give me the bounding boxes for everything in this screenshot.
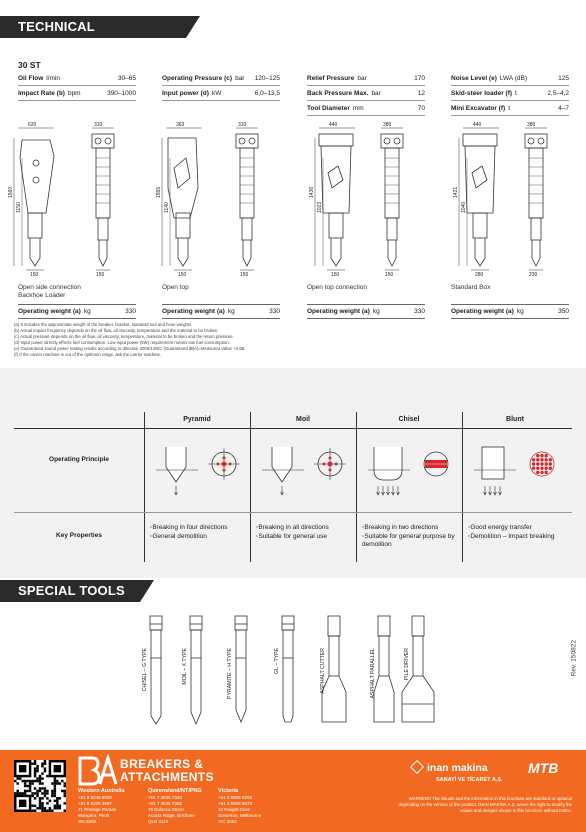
spec-label-text: Tool Diameter xyxy=(307,104,350,112)
dimension-label: 1555 xyxy=(156,186,162,198)
key-property-item: ◦ Breaking in all directions xyxy=(256,524,354,533)
key-properties xyxy=(150,524,248,541)
weight-unit: kg xyxy=(516,308,524,315)
spec-value: 2,5–4,2 xyxy=(547,89,569,97)
special-tool-name: PYRAMITE – H TYPE xyxy=(227,648,233,699)
dimension-label: 310 xyxy=(238,122,247,128)
spec-label xyxy=(162,75,244,82)
spec-label-text: Noise Level (e) xyxy=(451,74,497,82)
caption-line: Backhoe Loader xyxy=(18,292,66,299)
weight-label-text: Operating weight (a) xyxy=(162,308,225,315)
special-tool-name: ASPHALT PARALLEL xyxy=(370,648,376,699)
caption-line: Open top connection xyxy=(307,284,367,291)
office-line[interactable]: +61 7 3635 7355 xyxy=(148,801,182,806)
spec-unit: bar xyxy=(357,74,367,82)
revision-label: Rev. 150822 xyxy=(570,640,577,677)
office-line[interactable]: +61 8 9209 3687 xyxy=(78,801,112,806)
key-property-item: ◦ Breaking in four directions xyxy=(150,524,248,533)
row-separator xyxy=(14,512,572,513)
dimension-label: 380 xyxy=(383,122,392,128)
operating-weight-row xyxy=(18,304,136,319)
spec-row xyxy=(451,71,569,86)
table-header-line xyxy=(14,428,572,429)
caption-line: Open side connection xyxy=(18,284,81,291)
dimension-label: 150 xyxy=(385,272,394,278)
dimension-label: 1023 xyxy=(317,201,323,213)
spec-label-text: Skid-steer loader (f) xyxy=(451,89,513,97)
dimension-label: 440 xyxy=(329,122,338,128)
special-tool-drawing xyxy=(268,612,308,730)
office-line[interactable]: +61 8 9248 9800 xyxy=(78,795,112,800)
breaker-drawing xyxy=(301,118,419,276)
special-tool-drawing xyxy=(398,612,438,730)
dimension-label: 1140 xyxy=(164,202,170,213)
inan-makina-logo xyxy=(412,762,488,774)
spec-value: 120–125 xyxy=(254,74,280,82)
key-properties xyxy=(362,524,460,550)
weight-label-text: Operating weight (a) xyxy=(451,308,514,315)
spec-label xyxy=(162,90,221,97)
operating-weight-row xyxy=(307,304,425,319)
dimension-label: 363 xyxy=(176,122,185,128)
spec-value: 6,0–13,5 xyxy=(254,89,280,97)
warning-text: WARNING! The visuals and the information in this brochure are standard or optional depending on the version of the product. İNAN MAKİNA A.Ş. saves the right to modify the values and designs shown in this brochure without notice. xyxy=(398,796,572,813)
brand-name xyxy=(120,758,214,784)
operating-principle-diagram xyxy=(462,432,568,512)
office-contact xyxy=(78,788,148,825)
variant-caption xyxy=(18,284,136,300)
dimension-label: 280 xyxy=(475,272,484,278)
special-tool-name: CHISEL – G TYPE xyxy=(142,648,148,692)
office-line: 32 Freight Drive xyxy=(218,807,251,812)
caption-line: Standard Box xyxy=(451,284,491,291)
key-properties xyxy=(468,524,566,541)
spec-row xyxy=(307,86,425,101)
dimension-label: 150 xyxy=(331,272,340,278)
weight-label xyxy=(18,308,91,315)
key-property-item: ◦ General demolition xyxy=(150,533,248,542)
weight-label-text: Operating weight (a) xyxy=(307,308,370,315)
dimension-label: 1150 xyxy=(16,202,22,213)
dimension-label: 150 xyxy=(178,272,187,278)
special-tool-drawing xyxy=(136,612,176,730)
tool-name-header: Moil xyxy=(296,416,310,423)
breaker-drawing xyxy=(8,118,130,278)
spec-column xyxy=(18,71,136,101)
spec-label xyxy=(307,90,381,97)
office-line[interactable]: +61 7 3635 7333 xyxy=(148,795,182,800)
office-line: 71 Prestige Parade xyxy=(78,807,117,812)
spec-label xyxy=(307,105,364,112)
key-property-item: ◦ Breaking in two directions xyxy=(362,524,460,533)
operating-weight-row xyxy=(162,304,280,319)
footnotes xyxy=(14,322,454,358)
footnote: (d) Input power directly effects fuel consumption. Low input power (kW) requirement means low fuel consumption. xyxy=(14,340,230,345)
spec-label xyxy=(18,75,60,82)
spec-label xyxy=(307,75,367,82)
special-tool-name: MOIL – X TYPE xyxy=(182,648,188,685)
dimension-label: 1040 xyxy=(461,201,467,213)
dimension-label: 1421 xyxy=(453,186,459,198)
special-tool-drawing xyxy=(176,612,216,730)
weight-value: 330 xyxy=(269,308,280,315)
office-region: Western Australia xyxy=(78,788,125,794)
spec-value: 70 xyxy=(417,104,425,112)
model-name: 30 ST xyxy=(18,60,41,70)
weight-value: 350 xyxy=(558,308,569,315)
breaker-drawing xyxy=(445,118,563,276)
office-line: Acacia Ridge, Brisbane xyxy=(148,813,195,818)
spec-label-text: Impact Rate (b) xyxy=(18,89,65,97)
office-contact xyxy=(148,788,218,825)
footnote: (f) If the carrier machine is out of the optimum range, ask the carrier machine. xyxy=(14,352,162,357)
footer xyxy=(0,750,586,832)
spec-value: 12 xyxy=(417,89,425,97)
spec-unit: bpm xyxy=(67,89,81,97)
operating-principle-diagram xyxy=(250,432,356,512)
office-line: QLD 4110 xyxy=(148,819,169,824)
office-line[interactable]: +61 3 5908 8873 xyxy=(218,801,252,806)
office-line: 76 Dulacca Street xyxy=(148,807,184,812)
weight-unit: kg xyxy=(83,308,91,315)
spec-value: 30–65 xyxy=(117,74,136,82)
spec-unit: l/min xyxy=(46,74,61,82)
spec-value: 170 xyxy=(414,74,425,82)
spec-label-text: Oil Flow xyxy=(18,74,44,82)
dimension-label: 150 xyxy=(96,272,105,278)
weight-unit: kg xyxy=(372,308,380,315)
inan-makina-name: inan makina xyxy=(427,762,488,774)
spec-row xyxy=(307,71,425,86)
spec-unit: t xyxy=(508,104,510,112)
breaker-drawing xyxy=(156,118,274,276)
key-properties xyxy=(256,524,354,541)
weight-label xyxy=(451,308,524,315)
spec-row xyxy=(162,86,280,101)
spec-unit: LWA (dB) xyxy=(499,74,527,82)
footnote: (a) It includes the approximate weight of the breaker, bracket, standard tool and hose weights. xyxy=(14,322,193,327)
caption-line: Open top xyxy=(162,284,189,291)
row-label-operating-principle: Operating Principle xyxy=(49,456,109,463)
office-contact xyxy=(218,788,288,825)
spec-unit: bar xyxy=(235,74,245,82)
qr-code-icon[interactable] xyxy=(14,760,66,812)
footnote: (c) Actual pressure depends on the oil flow, oil viscosity, temperature, material to be broken and the return pressure. xyxy=(14,334,234,339)
inan-makina-subtitle: SANAYİ VE TİCARET A.Ş. xyxy=(436,777,503,783)
spec-row xyxy=(162,71,280,86)
spec-value: 125 xyxy=(558,74,569,82)
spec-row xyxy=(18,86,136,101)
spec-unit: bar xyxy=(371,89,381,97)
spec-row xyxy=(451,101,569,116)
tool-name-header: Blunt xyxy=(506,416,524,423)
tool-name-header: Pyramid xyxy=(183,416,211,423)
spec-label-text: Operating Pressure (c) xyxy=(162,74,233,82)
spec-value: 390–1000 xyxy=(107,89,136,97)
office-line: WA 6065 xyxy=(78,819,97,824)
special-tool-name: GL – TYPE xyxy=(274,648,280,674)
spec-unit: kW xyxy=(211,89,222,97)
key-property-item: ◦ Suitable for general purpose by demolition xyxy=(362,533,460,550)
spec-row xyxy=(18,71,136,86)
special-tools-header: SPECIAL TOOLS xyxy=(0,580,140,602)
tool-name-header: Chisel xyxy=(398,416,420,423)
footnote: (b) Actual impact frequency depends on the oil flow, oil viscosity, temperature and the material to be broken. xyxy=(14,328,219,333)
spec-label-text: Input power (d) xyxy=(162,89,209,97)
dimension-label: 1436 xyxy=(309,186,315,198)
office-region: Victoria xyxy=(218,788,239,794)
spec-row xyxy=(307,101,425,116)
dimension-label: 380 xyxy=(527,122,536,128)
operating-weight-row xyxy=(451,304,569,319)
weight-value: 330 xyxy=(414,308,425,315)
weight-value: 330 xyxy=(125,308,136,315)
variant-caption xyxy=(451,284,569,292)
dimension-label: 620 xyxy=(28,122,37,128)
tool-properties-table xyxy=(14,412,572,562)
weight-label xyxy=(307,308,380,315)
office-line: Somerton, Melbourne xyxy=(218,813,262,818)
spec-row xyxy=(451,86,569,101)
brand-line-2: ATTACHMENTS xyxy=(120,770,214,784)
spec-value: 4–7 xyxy=(558,104,569,112)
special-tool-name: ASPHALT CUTTER xyxy=(320,648,326,694)
spec-label xyxy=(451,105,510,112)
spec-unit: t xyxy=(515,89,517,97)
dimension-label: 150 xyxy=(30,272,39,278)
brand-line-1: BREAKERS & xyxy=(120,757,204,771)
weight-label-text: Operating weight (a) xyxy=(18,308,81,315)
dimension-label: 310 xyxy=(94,122,103,128)
spec-label xyxy=(451,90,517,97)
spec-label-text: Back Pressure Max. xyxy=(307,89,369,97)
office-line: VIC 3062 xyxy=(218,819,237,824)
key-property-item: ◦ Suitable for general use xyxy=(256,533,354,542)
variant-caption xyxy=(162,284,280,292)
spec-label-text: Mini Excavator (f) xyxy=(451,104,506,112)
technical-information-header: TECHNICAL INFORMATION xyxy=(0,16,186,38)
weight-label xyxy=(162,308,235,315)
office-line: Wangara, Perth xyxy=(78,813,110,818)
spec-column xyxy=(307,71,425,116)
spec-column xyxy=(451,71,569,116)
spec-label-text: Relief Pressure xyxy=(307,74,355,82)
variant-caption xyxy=(307,284,425,292)
inan-makina-icon xyxy=(410,760,424,774)
operating-principle-diagram xyxy=(144,432,250,512)
key-property-item: ◦ Good energy transfer xyxy=(468,524,566,533)
special-tool-name: PILE DRIVER xyxy=(404,648,410,681)
dimension-label: 230 xyxy=(529,272,538,278)
spec-label xyxy=(18,90,81,97)
key-property-item: ◦ Demolition – Impact breaking xyxy=(468,533,566,542)
office-line[interactable]: +61 3 5908 8203 xyxy=(218,795,252,800)
dimension-label: 150 xyxy=(240,272,249,278)
dimension-label: 1560 xyxy=(8,186,14,198)
special-tool-drawing xyxy=(221,612,261,730)
dimension-label: 440 xyxy=(473,122,482,128)
operating-principle-diagram xyxy=(356,432,462,512)
footnote: (e) Guaranteed sound power testing results according to directive 2000/14/EC (Guaranteed dBA)=Measured Value +3 dB. xyxy=(14,346,246,351)
mtb-logo: MTB xyxy=(528,760,559,776)
weight-unit: kg xyxy=(227,308,235,315)
spec-column xyxy=(162,71,280,101)
spec-unit: mm xyxy=(352,104,364,112)
special-tool-drawing xyxy=(314,612,354,730)
breakers-attachments-logo xyxy=(78,756,118,786)
row-label-key-properties: Key Properties xyxy=(56,532,102,539)
spec-label xyxy=(451,75,527,82)
office-region: Queensland/NT/PNG xyxy=(148,788,202,794)
